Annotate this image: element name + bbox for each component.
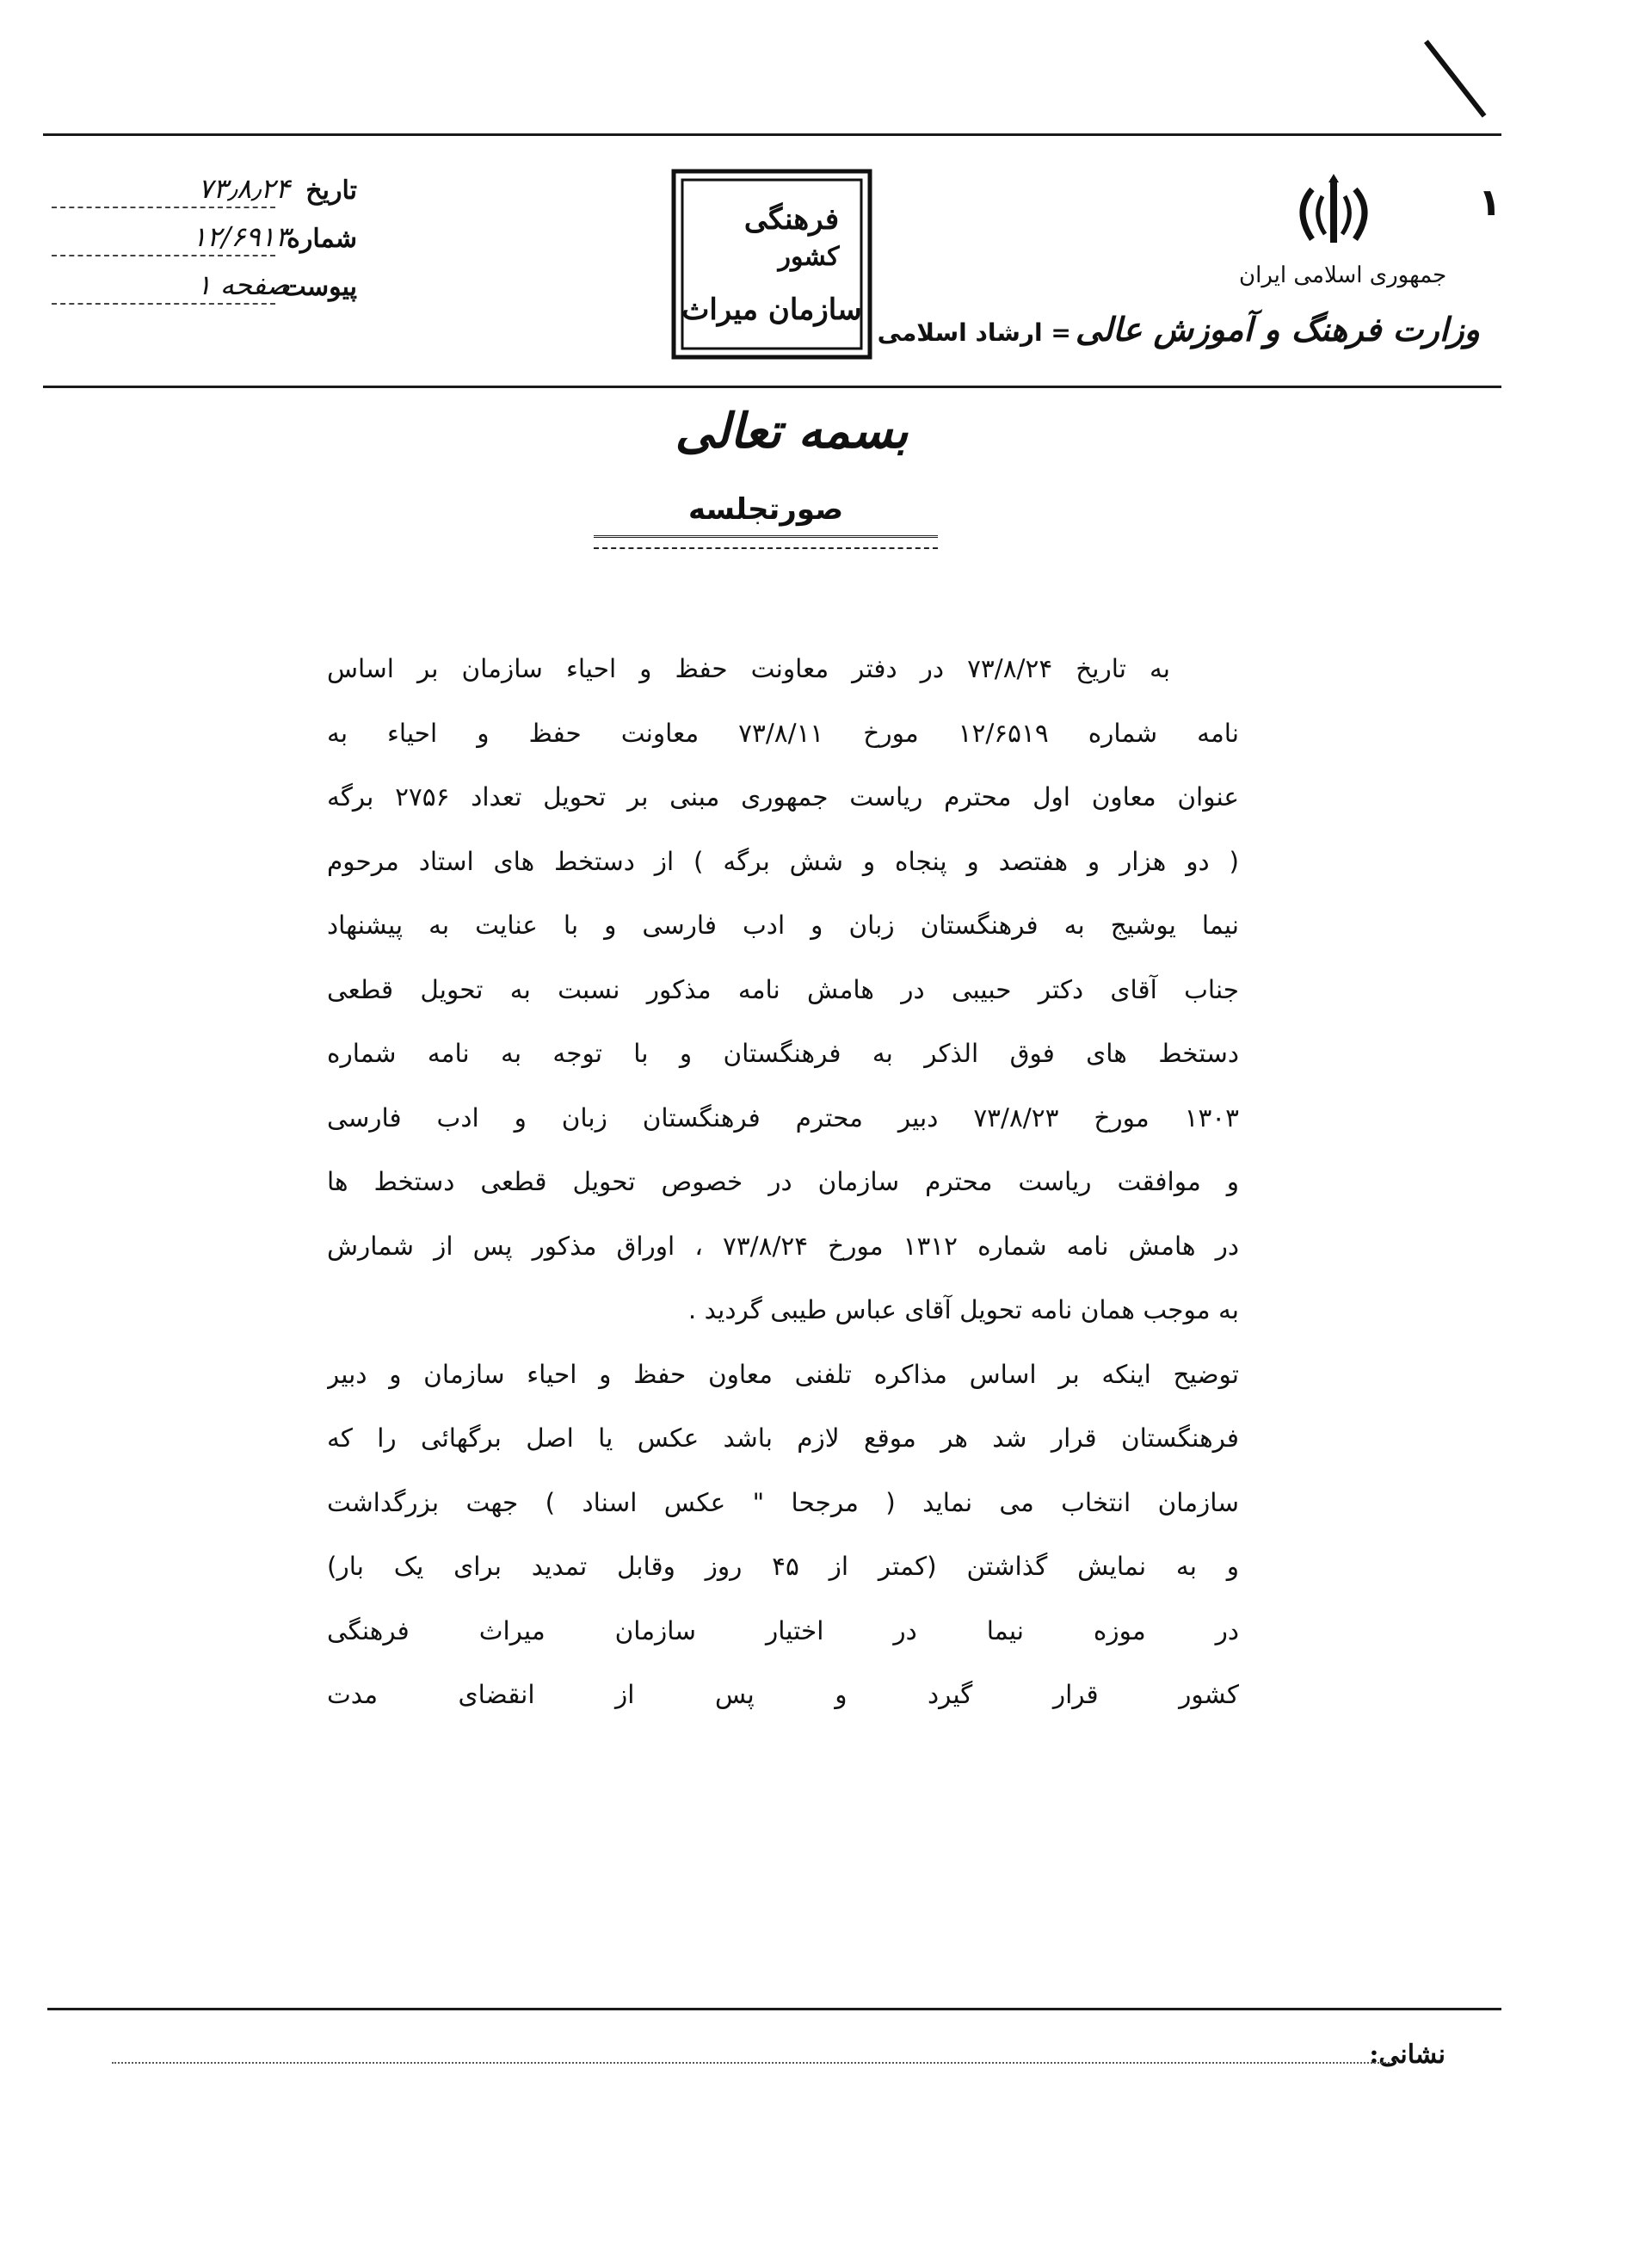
body-line: و به نمایش گذاشتن (کمتر از ۴۵ روز وقابل تمدید برای یک بار)	[327, 1552, 1239, 1581]
date-label: تاریخ	[305, 176, 357, 206]
body-line: در موزه نیما در اختیار سازمان میراث فرهنگی	[327, 1615, 1239, 1645]
iran-emblem-icon	[1286, 172, 1381, 258]
number-value: ۱۲/۶۹۱۳	[192, 220, 290, 253]
number-label: شماره	[287, 224, 357, 254]
footer-rule	[47, 2008, 1501, 2010]
body-line: نیما یوشیج به فرهنگستان زبان و ادب فارسی و با عنایت به پیشنهاد	[327, 911, 1239, 940]
minutes-body	[327, 637, 1239, 1727]
body-line: ۱۳۰۳ مورخ ۷۳/۸/۲۳ دبیر محترم فرهنگستان زبان و ادب فارسی	[327, 1102, 1239, 1133]
ministry-name: وزارت فرهنگ و آموزش عالی = ارشاد اسلامی	[877, 310, 1480, 349]
body-line: فرهنگستان قرار شد هر موقع لازم باشد عکس یا اصل برگهائی را که	[327, 1423, 1239, 1453]
body-line: و موافقت ریاست محترم سازمان در خصوص تحویل قطعی دستخط ها	[327, 1167, 1239, 1196]
date-row	[52, 172, 357, 220]
body-line: جناب آقای دکتر حبیبی در هامش نامه مذکور نسبت به تحویل قطعی	[327, 974, 1239, 1004]
body-line: در هامش نامه شماره ۱۳۱۲ مورخ ۷۳/۸/۲۴ ، اوراق مذکور پس از شمارش	[327, 1231, 1239, 1261]
document-title: صورتجلسه	[687, 492, 844, 527]
invocation-heading: بسمه تعالی	[675, 403, 909, 460]
republic-label: جمهوری اسلامی ایران	[1239, 262, 1447, 288]
logo-word-country: کشور	[778, 242, 840, 272]
attachment-label: پیوست	[281, 272, 357, 302]
header-bottom-rule	[43, 386, 1501, 388]
body-line: عنوان معاون اول محترم ریاست جمهوری مبنی بر تحویل تعداد ۲۷۵۶ برگه	[327, 782, 1239, 812]
body-line: سازمان انتخاب می نماید ( مرجحا " عکس اسناد ) جهت بزرگداشت	[327, 1487, 1239, 1517]
number-row	[52, 220, 357, 269]
title-underline	[594, 535, 938, 538]
date-value: ۷۳٫۸٫۲۴	[198, 172, 290, 205]
title-underline-dashed	[594, 547, 938, 549]
address-label: نشانی:	[1369, 2040, 1446, 2070]
attachment-row	[52, 269, 357, 317]
ministry-fix: ارشاد اسلامی	[877, 318, 1043, 347]
logo-word-organization: سازمان میراث	[681, 293, 862, 327]
body-line: کشور قرار گیرد و پس از انقضای مدت	[327, 1680, 1239, 1709]
address-dotted-line	[112, 2062, 1390, 2064]
body-line: ( دو هزار و هفتصد و پنجاه و شش برگه ) از دستخط های استاد مرحوم	[327, 846, 1239, 876]
attachment-value: صفحه ۱	[196, 269, 290, 301]
body-line: دستخط های فوق الذکر به فرهنگستان و با توجه به نامه شماره	[327, 1039, 1239, 1068]
corner-slash-mark	[1424, 40, 1486, 117]
cultural-heritage-logo	[671, 169, 872, 360]
body-line: توضیح اینکه بر اساس مذاکره تلفنی معاون حفظ و احیاء سازمان و دبیر	[327, 1359, 1239, 1389]
letter-metadata	[52, 172, 357, 317]
body-line: به موجب همان نامه تحویل آقای عباس طیبی گردید .	[687, 1295, 1239, 1324]
body-line: نامه شماره ۱۲/۶۵۱۹ مورخ ۷۳/۸/۱۱ معاونت حفظ و احیاء به	[327, 718, 1239, 748]
header-top-rule	[43, 133, 1501, 136]
ministry-main: وزارت فرهنگ و آموزش عالی	[1075, 310, 1480, 349]
body-line: به تاریخ ۷۳/۸/۲۴ در دفتر معاونت حفظ و احیاء سازمان بر اساس	[327, 654, 1171, 683]
page-mark: ۱	[1478, 181, 1501, 225]
logo-word-culture: فرهنگی	[743, 202, 840, 237]
